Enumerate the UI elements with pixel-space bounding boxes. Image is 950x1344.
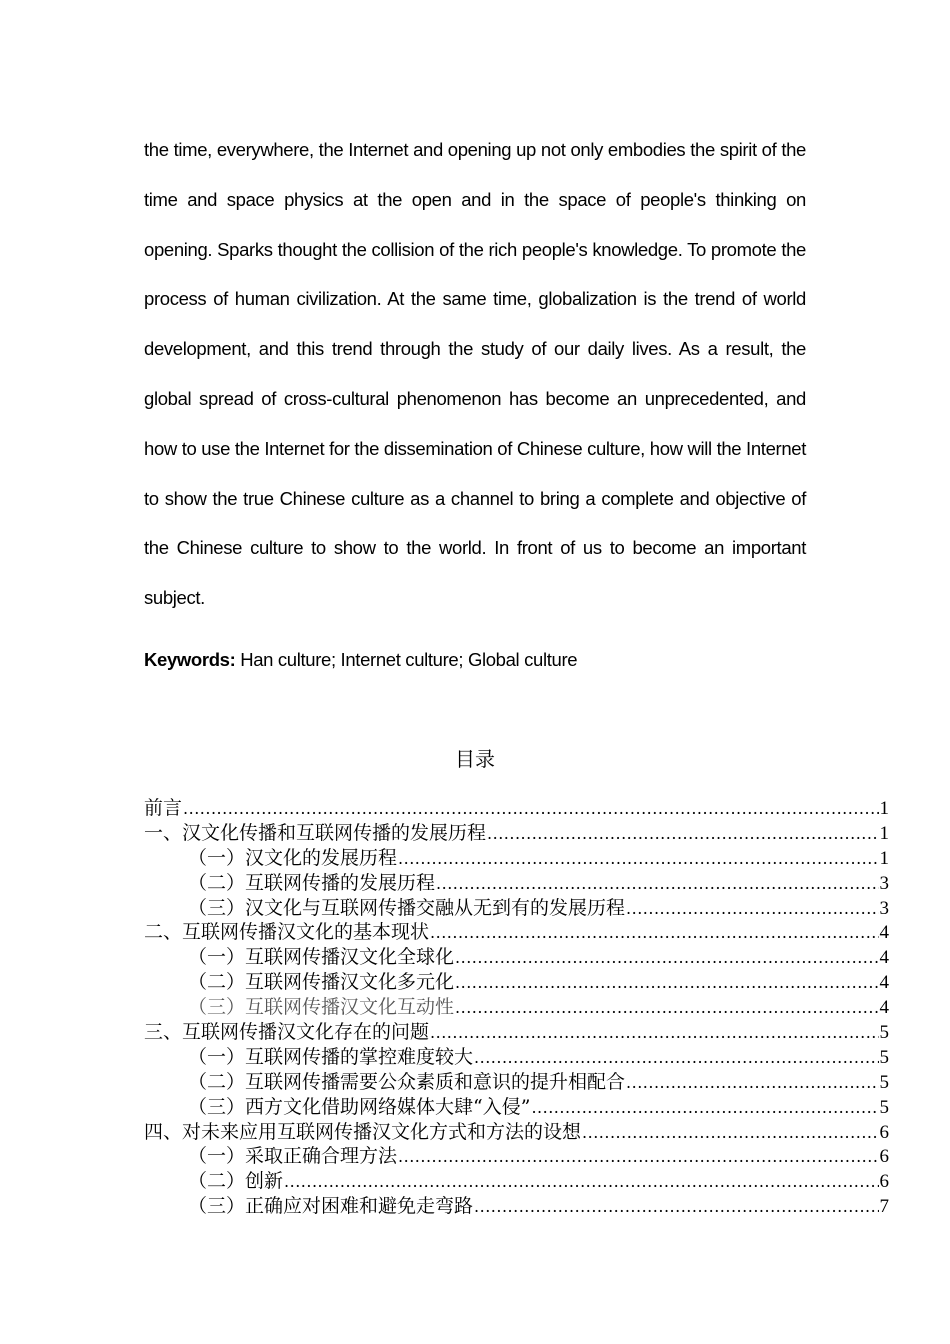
toc-entry-text: 三、互联网传播汉文化存在的问题 xyxy=(144,1021,430,1044)
toc-page-number: 4 xyxy=(879,997,889,1019)
toc-entry-text: （三）互联网传播汉文化互动性 xyxy=(188,996,455,1019)
toc-page-number: 1 xyxy=(879,847,889,869)
toc-page-number: 6 xyxy=(879,1146,889,1168)
toc-leader-dots xyxy=(455,996,878,1020)
toc-entry-section-2-3[interactable] xyxy=(144,995,889,1020)
table-of-contents xyxy=(144,796,889,1219)
toc-entry-text: 二、互联网传播汉文化的基本现状 xyxy=(144,921,430,944)
toc-entry-text: （三）正确应对困难和避免走弯路 xyxy=(188,1195,474,1218)
toc-leader-dots xyxy=(455,946,878,970)
toc-entry-text: （二）互联网传播汉文化多元化 xyxy=(188,971,455,994)
toc-leader-dots xyxy=(398,847,878,871)
toc-page-number: 7 xyxy=(879,1196,889,1218)
toc-leader-dots xyxy=(430,1021,878,1045)
toc-leader-dots xyxy=(582,1121,878,1145)
abstract-body xyxy=(144,125,806,623)
keywords-label: Keywords: xyxy=(144,649,236,670)
toc-entry-section-3-2[interactable] xyxy=(144,1070,889,1095)
toc-entry-text: （二）互联网传播需要公众素质和意识的提升相配合 xyxy=(188,1070,626,1093)
toc-title: 目录 xyxy=(455,747,495,771)
toc-leader-dots xyxy=(430,921,878,945)
toc-entry-chapter-1[interactable] xyxy=(144,821,889,846)
toc-page-number: 3 xyxy=(879,897,889,919)
abstract-paragraph: the time, everywhere, the Internet and opening up not only embodies the spirit of the time and space physics at the open and in the space of people's thinking on opening. Sparks thought the collision of the rich people's knowledge. To promote the process of human civilization. At the same time, globalization is the trend of world development, and this trend through the study of our daily lives. As a result, the global spread of cross-cultural phenomenon has become an unprecedented, and how to use the Internet for the dissemination of Chinese culture, how will the Internet to show the true Chinese culture as a channel to bring a complete and objective of the Chinese culture to show to the world. In front of us to become an important subject. xyxy=(144,139,806,609)
toc-entry-text: （一）互联网传播汉文化全球化 xyxy=(188,946,455,969)
toc-entry-text: （二）创新 xyxy=(188,1170,284,1193)
toc-page-number: 4 xyxy=(879,947,889,969)
toc-entry-section-2-1[interactable] xyxy=(144,945,889,970)
toc-entry-text: （三）汉文化与互联网传播交融从无到有的发展历程 xyxy=(188,896,626,919)
toc-page-number: 3 xyxy=(879,872,889,894)
toc-entry-chapter-2[interactable] xyxy=(144,920,889,945)
toc-entry-section-3-3[interactable] xyxy=(144,1095,889,1120)
toc-entry-section-4-2[interactable] xyxy=(144,1169,889,1194)
toc-leader-dots xyxy=(436,872,878,896)
toc-page-number: 6 xyxy=(879,1171,889,1193)
toc-entry-text: （一）汉文化的发展历程 xyxy=(188,846,398,869)
toc-leader-dots xyxy=(183,797,878,821)
toc-entry-text: （二）互联网传播的发展历程 xyxy=(188,871,436,894)
toc-page-number: 5 xyxy=(879,1046,889,1068)
toc-entry-preface[interactable] xyxy=(144,796,889,821)
toc-page-number: 5 xyxy=(879,1096,889,1118)
toc-page-number: 5 xyxy=(879,1022,889,1044)
toc-page-number: 4 xyxy=(879,922,889,944)
toc-page-number: 1 xyxy=(879,822,889,844)
toc-entry-section-1-2[interactable] xyxy=(144,871,889,896)
keywords-line xyxy=(144,645,806,675)
toc-leader-dots xyxy=(455,971,878,995)
toc-entry-section-2-2[interactable] xyxy=(144,970,889,995)
toc-leader-dots xyxy=(474,1195,878,1219)
toc-entry-text: （一）采取正确合理方法 xyxy=(188,1145,398,1168)
toc-page-number: 1 xyxy=(879,798,889,819)
toc-leader-dots xyxy=(487,822,878,846)
toc-leader-dots xyxy=(626,897,878,921)
toc-page-number: 6 xyxy=(879,1121,889,1143)
toc-entry-section-4-1[interactable] xyxy=(144,1144,889,1169)
toc-page-number: 4 xyxy=(879,972,889,994)
toc-entry-chapter-4[interactable] xyxy=(144,1120,889,1145)
toc-entry-text: （一）互联网传播的掌控难度较大 xyxy=(188,1045,474,1068)
toc-entry-text: 四、对未来应用互联网传播汉文化方式和方法的设想 xyxy=(144,1120,582,1143)
toc-entry-chapter-3[interactable] xyxy=(144,1020,889,1045)
toc-page-number: 5 xyxy=(879,1071,889,1093)
toc-leader-dots xyxy=(474,1046,878,1070)
keywords-value: Han culture; Internet culture; Global culture xyxy=(235,649,578,670)
toc-entry-section-1-1[interactable] xyxy=(144,846,889,871)
toc-entry-section-1-3[interactable] xyxy=(144,896,889,921)
toc-entry-text: （三）西方文化借助网络媒体大肆“入侵” xyxy=(188,1095,531,1118)
toc-entry-section-4-3[interactable] xyxy=(144,1194,889,1219)
toc-leader-dots xyxy=(626,1071,878,1095)
toc-leader-dots xyxy=(531,1096,878,1120)
toc-entry-section-3-1[interactable] xyxy=(144,1045,889,1070)
toc-leader-dots xyxy=(398,1145,878,1169)
toc-entry-text: 一、汉文化传播和互联网传播的发展历程 xyxy=(144,821,487,844)
toc-leader-dots xyxy=(284,1170,878,1194)
toc-entry-text: 前言 xyxy=(144,797,183,819)
